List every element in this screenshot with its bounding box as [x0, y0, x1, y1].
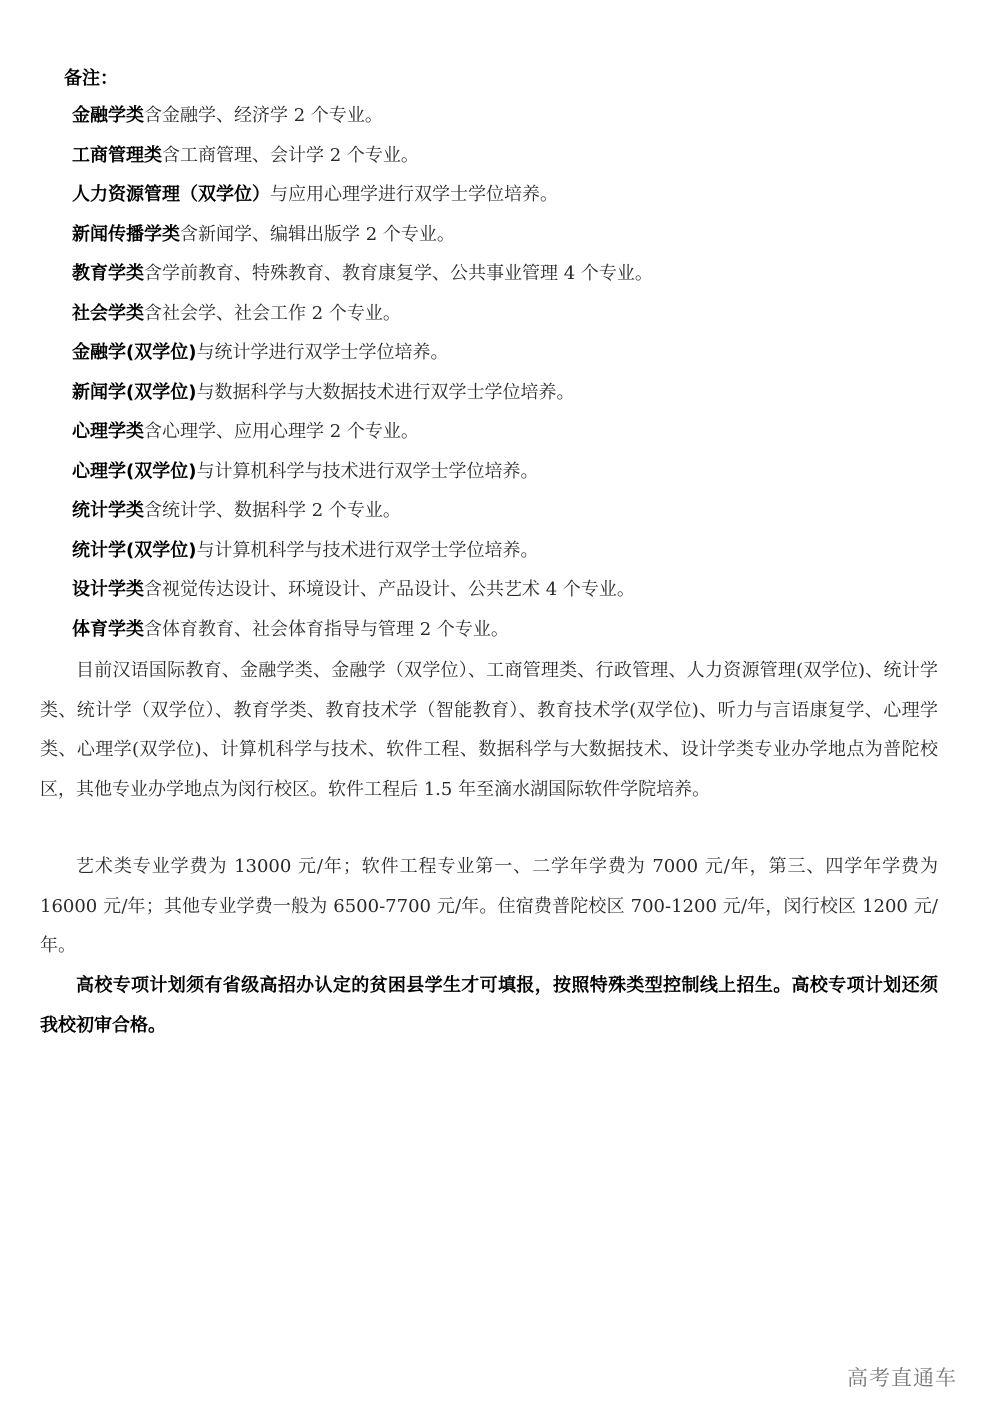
note-term: 心理学类: [72, 421, 144, 442]
note-desc: 含体育教育、社会体育指导与管理 2 个专业。: [144, 618, 509, 640]
note-item: [72, 338, 952, 378]
note-desc: 含学前教育、特殊教育、教育康复学、公共事业管理 4 个专业。: [144, 263, 653, 284]
note-term: 设计学类: [72, 579, 144, 600]
note-item: [72, 141, 952, 181]
note-item: [72, 259, 952, 299]
note-desc: 与统计学进行双学士学位培养。: [196, 342, 449, 363]
note-term: 金融学(双学位): [72, 342, 197, 363]
note-term: 新闻学(双学位): [72, 381, 197, 403]
notes-heading: 备注：: [64, 68, 118, 89]
note-item: [72, 417, 952, 457]
tuition-fees-paragraph: 艺术类专业学费为 13000 元/年；软件工程专业第一、二学年学费为 7000 元/年，第三、四学年学费为 16000 元/年；其他专业学费一般为 6500-7700 元/年。住宿费普陀校区 700-1200 元/年，闵行校区 1200 元/年。: [40, 856, 938, 956]
note-desc: 含金融学、经济学 2 个专业。: [144, 105, 383, 126]
note-term: 新闻传播学类: [72, 223, 180, 245]
note-item: [72, 101, 952, 141]
note-desc: 含工商管理、会计学 2 个专业。: [162, 144, 419, 166]
note-item: [72, 299, 952, 339]
note-item: [72, 536, 952, 576]
note-item: [72, 457, 952, 497]
note-desc: 含统计学、数据科学 2 个专业。: [144, 500, 401, 521]
note-item: [72, 615, 952, 655]
note-term: 工商管理类: [72, 144, 162, 166]
note-desc: 与应用心理学进行双学士学位培养。: [270, 184, 558, 205]
note-item: [72, 220, 952, 260]
note-item: [72, 378, 952, 418]
note-desc: 与计算机科学与技术进行双学士学位培养。: [196, 539, 539, 561]
note-term: 教育学类: [72, 263, 144, 284]
note-item: [72, 496, 952, 536]
note-desc: 含新闻学、编辑出版学 2 个专业。: [180, 223, 455, 245]
note-term: 金融学类: [72, 105, 144, 126]
note-desc: 含心理学、应用心理学 2 个专业。: [144, 421, 419, 442]
special-plan-paragraph: 高校专项计划须有省级高招办认定的贫困县学生才可填报，按照特殊类型控制线上招生。高校专项计划还须我校初审合格。: [40, 975, 938, 1036]
note-desc: 含社会学、社会工作 2 个专业。: [144, 302, 401, 324]
note-desc: 与数据科学与大数据技术进行双学士学位培养。: [196, 381, 575, 403]
note-term: 统计学类: [72, 500, 144, 521]
note-desc: 含视觉传达设计、环境设计、产品设计、公共艺术 4 个专业。: [144, 579, 635, 600]
campus-location-paragraph: 目前汉语国际教育、金融学类、金融学（双学位）、工商管理类、行政管理、人力资源管理(双学位)、统计学类、统计学（双学位）、教育学类、教育技术学（智能教育）、教育技术学(双学位)、听力与言语康复学、心理学类、心理学(双学位)、计算机科学与技术、软件工程、数据科学与大数据技术、设计学类专业办学地点为普陀校区，其他专业办学地点为闵行校区。软件工程后 1.5 年至滴水湖国际软件学院培养。: [40, 660, 938, 800]
note-item: [72, 180, 952, 220]
note-desc: 与计算机科学与技术进行双学士学位培养。: [196, 460, 539, 482]
notes-list: [72, 101, 952, 654]
note-term: 体育学类: [72, 618, 144, 640]
watermark-text: 高考直通车: [847, 1366, 957, 1390]
note-term: 社会学类: [72, 302, 144, 324]
note-item: [72, 575, 952, 615]
note-term: 人力资源管理（双学位）: [72, 184, 270, 205]
note-term: 统计学(双学位): [72, 539, 197, 561]
note-term: 心理学(双学位): [72, 460, 197, 482]
